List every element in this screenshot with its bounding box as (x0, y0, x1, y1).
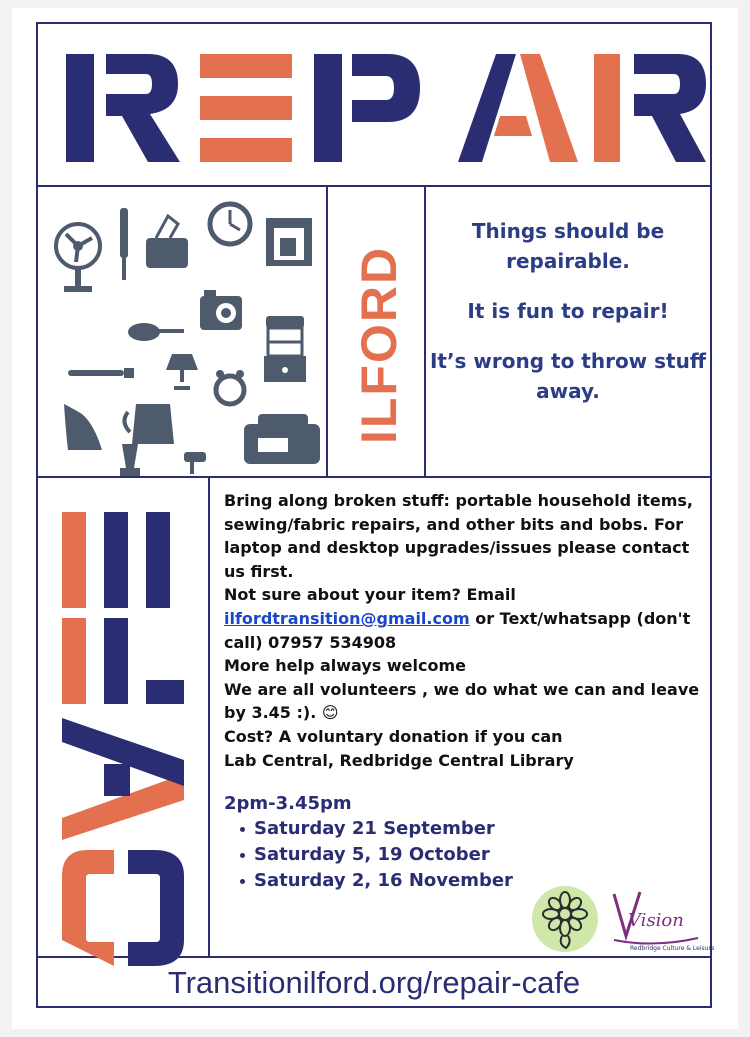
kettle-icon (124, 404, 174, 444)
svg-text:Vision: Vision (628, 910, 684, 931)
coffee-machine-icon (266, 218, 312, 266)
divider-appliances (326, 185, 328, 477)
repair-title (38, 24, 710, 187)
svg-text:ILFORD: ILFORD (351, 245, 407, 444)
details-location: Lab Central, Redbridge Central Library (224, 750, 574, 770)
taglines (426, 216, 710, 426)
details-contact: Not sure about your item? Email ilfordtransition@gmail.com or Text/whatsapp (don't call) 07957 534908 (224, 585, 691, 652)
ilford-word (330, 192, 422, 474)
hand-mixer-icon (184, 452, 206, 474)
vision-logo (604, 884, 715, 956)
divider-middle (38, 476, 710, 478)
iron-icon (64, 404, 102, 450)
details-cost: Cost? A voluntary donation if you can (224, 726, 563, 746)
toaster-icon (146, 216, 188, 268)
food-steamer-icon (264, 316, 306, 382)
date-item: Saturday 5, 19 October (224, 842, 704, 868)
website-url[interactable]: Transitionilford.org/repair-cafe (167, 965, 581, 1000)
sewing-machine-icon (244, 414, 320, 464)
cafe-word (44, 484, 204, 954)
fan-icon (56, 224, 100, 292)
tagline-1: Things should be repairable. (471, 219, 665, 273)
lamp-icon (166, 354, 198, 388)
event-dates (224, 816, 704, 894)
divider-cafe (208, 476, 210, 958)
curling-iron-icon (68, 368, 134, 378)
blender-icon (120, 444, 140, 476)
tagline-2: It is fun to repair! (467, 299, 669, 323)
details-block (224, 489, 704, 894)
wall-clock-icon (210, 204, 250, 244)
date-item: Saturday 21 September (224, 816, 704, 842)
divider-top (38, 185, 710, 187)
blender-stick-icon (120, 208, 128, 280)
details-intro: Bring along broken stuff: portable household items, sewing/fabric repairs, and other bits and bobs. For laptop and desktop upgrades/issues please contact us first. (224, 491, 693, 581)
event-time: 2pm-3.45pm (224, 793, 352, 815)
flower-logo (532, 886, 598, 952)
svg-text:Redbridge Culture & Leisure: Redbridge Culture & Leisure (630, 945, 715, 952)
details-volunteers: We are all volunteers , we do what we can and leave by 3.45 :). 😊 (224, 679, 700, 723)
date-item: Saturday 2, 16 November (224, 868, 704, 894)
hair-dryer-icon (128, 323, 184, 341)
email-link[interactable]: ilfordtransition@gmail.com (224, 608, 470, 628)
camera-icon (200, 290, 242, 330)
poster-frame (36, 22, 715, 1008)
flower-icon (532, 886, 598, 952)
tagline-3: It’s wrong to throw stuff away. (429, 349, 707, 403)
appliance-icons (44, 194, 324, 474)
details-help: More help always welcome (224, 656, 466, 676)
alarm-clock-icon (216, 370, 244, 404)
